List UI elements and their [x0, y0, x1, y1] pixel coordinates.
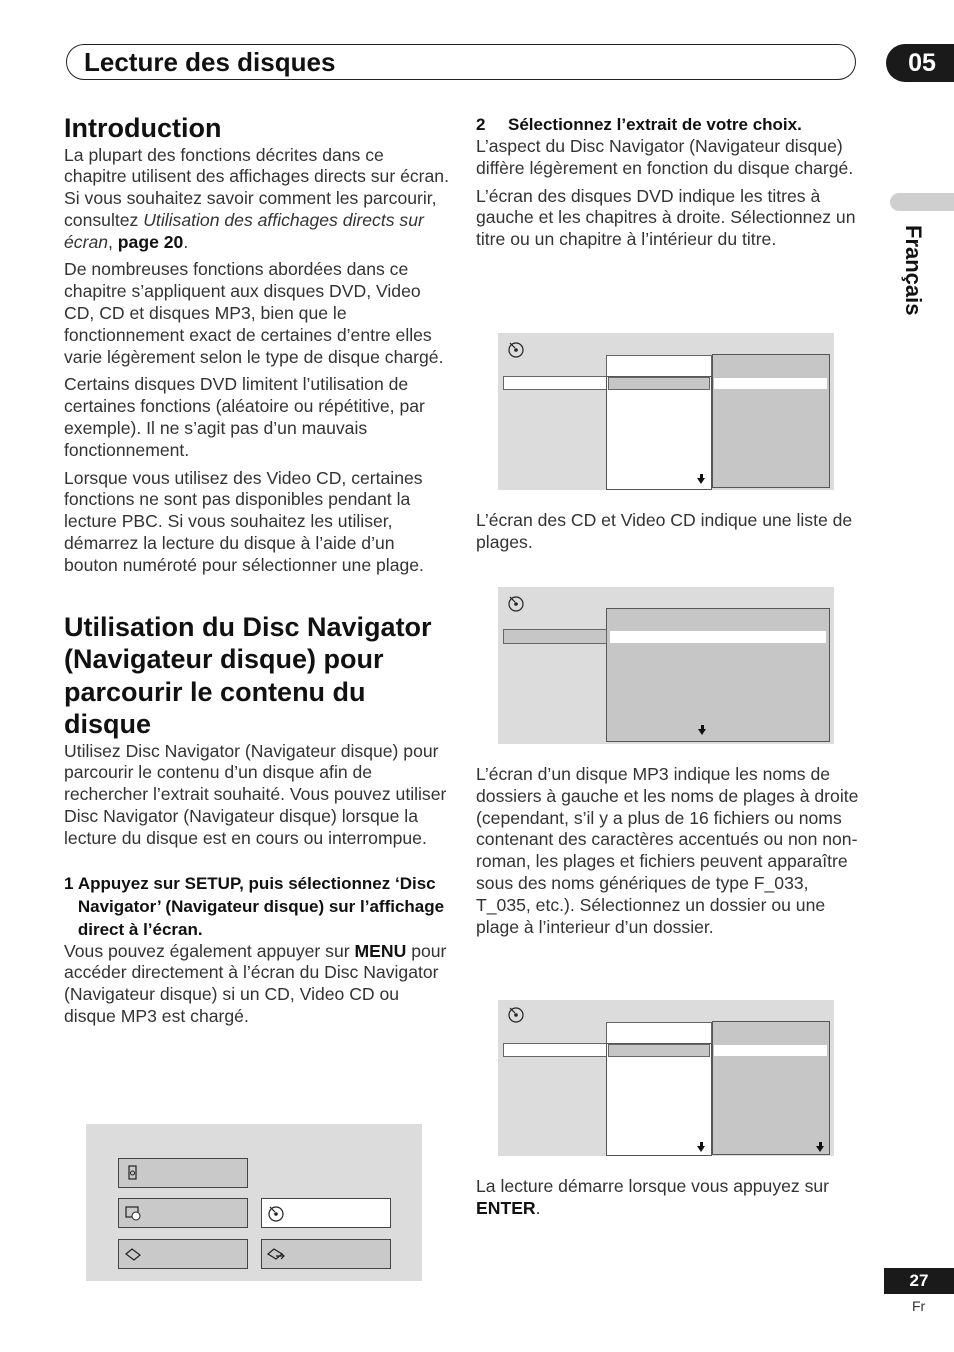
selected-folder-row — [503, 1043, 608, 1057]
track-list-panel — [606, 608, 830, 742]
disc-navigator-heading: Utilisation du Disc Navigator (Navigateur disque) pour parcourir le contenu du disque — [64, 611, 432, 740]
mp3-navigator-screen — [498, 1000, 834, 1156]
mp3-track-list-panel — [712, 1021, 830, 1155]
language-label: Français — [901, 225, 926, 316]
mp3-track-highlight — [714, 1045, 827, 1056]
disc-navigator-icon — [266, 1203, 286, 1223]
chapter-highlight — [714, 378, 827, 389]
disc-icon — [506, 593, 526, 613]
setup-screen-illustration — [86, 1124, 422, 1281]
disc-navigator-paragraph: Utilisez Disc Navigator (Navigateur disque) pour parcourir le contenu d’un disque afin de rechercher l’extrait souhaité. Vous pouvez utiliser Disc Navigator (Navigateur disque) lorsque la lecture du disque est en cours ou interrompue. — [64, 740, 447, 848]
setup-menu-item-video — [118, 1198, 248, 1228]
folder-column-header — [606, 1022, 712, 1044]
right-column — [476, 113, 862, 257]
disc-icon — [506, 1004, 526, 1024]
mp3-description: L’écran d’un disque MP3 indique les noms de dossiers à gauche et les noms de plages à droite (cependant, s’il y a plus de 16 fichiers ou noms contenant des caractères accentués ou non non-roman, les plages et fichiers peuvent apparaître sous des noms génériques de type F_033, T_035, etc.). Sélectionnez un dossier ou une plage à l’interieur d’un dossier. — [476, 764, 859, 937]
intro-paragraph-1: La plupart des fonctions décrites dans ce chapitre utilisent des affichages directs sur écran. Si vous souhaitez savoir comment les parcourir, consultez Utilisation des affichages directs sur écran, page 20. — [64, 144, 449, 252]
setup-menu-item-play-mode — [118, 1239, 248, 1269]
title-column-header — [606, 355, 712, 377]
intro-paragraph-3: Certains disques DVD limitent l’utilisation de certaines fonctions (aléatoire ou répétitive, par exemple). Il ne s’agit pas d’un mauvais fonctionnement. — [64, 374, 425, 460]
disc-icon — [506, 339, 526, 359]
dvd-navigator-screen — [498, 333, 834, 490]
scroll-down-arrow-icon — [697, 1146, 705, 1152]
cd-description: L’écran des CD et Video CD indique une liste de plages. — [476, 510, 853, 552]
menu-key-label: MENU — [354, 940, 407, 961]
video-settings-icon — [123, 1203, 143, 1223]
setup-menu-item-audio — [118, 1158, 248, 1188]
page-reference: page 20 — [117, 231, 184, 252]
folder-list-panel — [606, 1043, 712, 1156]
scroll-down-arrow-icon — [697, 478, 705, 484]
step-1-title: 1 Appuyez sur SETUP, puis sélectionnez ‘Disc Navigator’ (Navigateur disque) sur l’affichage direct à l’écran. — [64, 873, 445, 939]
setup-menu-item-initial-settings — [261, 1239, 391, 1269]
page-header-title: Lecture des disques — [84, 47, 336, 77]
left-column — [64, 112, 450, 1034]
page-number: 27 — [884, 1268, 954, 1294]
intro-heading: Introduction — [64, 113, 222, 143]
play-mode-icon — [123, 1244, 143, 1264]
step-1-paragraph: Vous pouvez également appuyer sur MENU pour accéder directement à l’écran du Disc Navigator (Navigateur disque) si un CD, Video CD ou disque MP3 est chargé. — [64, 940, 447, 1027]
folder-highlight — [608, 1044, 710, 1057]
language-tab-marker — [890, 193, 954, 211]
track-highlight — [610, 631, 826, 643]
final-instruction: La lecture démarre lorsque vous appuyez sur ENTER. — [476, 1176, 830, 1218]
title-highlight — [608, 377, 710, 390]
setup-icon — [266, 1244, 286, 1264]
chapter-list-panel — [712, 354, 830, 488]
intro-paragraph-2: De nombreuses fonctions abordées dans ce chapitre s’appliquent aux disques DVD, Video CD, CD et disques MP3, bien que le fonctionnement exact de certaines d’entre elles varie légèrement selon le type de disque chargé. — [64, 259, 444, 367]
chapter-badge: 05 — [886, 44, 954, 82]
scroll-down-arrow-icon — [698, 729, 706, 735]
setup-menu-item-disc-navigator — [261, 1198, 391, 1228]
page-language-code: Fr — [912, 1298, 926, 1314]
enter-key-label: ENTER — [476, 1197, 536, 1218]
selected-track-tab — [503, 629, 607, 644]
scroll-down-arrow-icon — [816, 1146, 824, 1152]
selected-title-row — [503, 376, 608, 390]
cd-navigator-screen — [498, 587, 834, 744]
title-list-panel — [606, 376, 712, 490]
step-2-title: 2 Sélectionnez l’extrait de votre choix. — [476, 115, 802, 134]
intro-paragraph-4: Lorsque vous utilisez des Video CD, certaines fonctions ne sont pas disponibles pendant la lecture PBC. Si vous souhaitez les utiliser, démarrez la lecture du disque à l’aide d’un bouton numéroté pour sélectionner une plage. — [64, 467, 424, 575]
step-2-paragraph-1: L’aspect du Disc Navigator (Navigateur disque) diffère légèrement en fonction du disque chargé. — [476, 136, 854, 178]
audio-settings-icon — [123, 1163, 143, 1183]
step-2-paragraph-2: L’écran des disques DVD indique les titres à gauche et les chapitres à droite. Sélectionnez un titre ou un chapitre à l’intérieur du titre. — [476, 185, 856, 250]
